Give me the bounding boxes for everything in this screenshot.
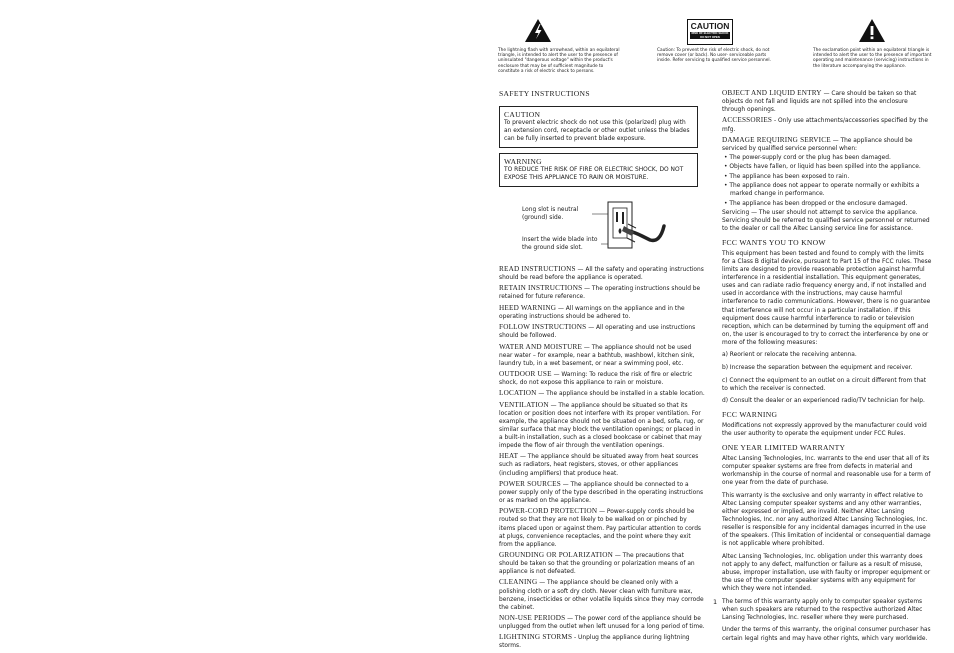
caution-box-title: CAUTION: [504, 110, 541, 119]
safety-item-label: FOLLOW INSTRUCTIONS: [499, 323, 587, 332]
damage-bullet: • The power-supply cord or the plug has been damaged.: [722, 154, 932, 162]
safety-item-text: - Unplug the appliance during lightning storms.: [499, 635, 690, 650]
damage-text: — The appliance should be serviced by qualified service personnel when:: [722, 137, 913, 152]
damage-bullet: • The appliance has been exposed to rain.: [722, 173, 932, 181]
safety-item-text: — The precautions that should be taken so that the grounding or polarization means of an appliance is not defeated.: [499, 552, 695, 576]
safety-item-label: RETAIN INSTRUCTIONS: [499, 284, 583, 293]
safety-item-label: WATER AND MOISTURE: [499, 342, 583, 351]
safety-item-label: READ INSTRUCTIONS: [499, 265, 576, 273]
safety-item: [499, 304, 705, 321]
lightning-symbol-description: The lightning flash with arrowhead, within an equilateral triangle, is intended to alert the user to the presence of uninsulated "dangerous voltage" within the product's enclosure that may be of sufficient magnitude to constitute a risk of electric shock to persons.: [498, 48, 620, 74]
safety-item-label: VENTILATION: [499, 400, 549, 409]
caution-box-text: To prevent electric shock do not use this (polarized) plug with an extension cord, receptacle or other outlet unless the blades can be fully inserted to prevent blade exposure.: [504, 120, 690, 143]
safety-item-text: — All warnings on the appliance and in the operating instructions should be adhered to.: [499, 305, 685, 320]
safety-item-label: CLEANING: [499, 578, 538, 587]
safety-item-text: — All operating and use instructions should be followed.: [499, 325, 696, 340]
safety-item: [499, 507, 705, 548]
safety-item: [499, 633, 705, 650]
fcc-measure-a: a) Reorient or relocate the receiving antenna.: [722, 352, 857, 359]
safety-item: [499, 370, 705, 387]
damage-bullet: • The appliance does not appear to operate normally or exhibits a marked change in performance.: [722, 182, 932, 198]
safety-item: [499, 452, 705, 477]
warning-box-title: WARNING: [504, 157, 542, 166]
plug-insert-label: Insert the wide blade into the ground side slot.: [522, 237, 598, 252]
fcc-warning-text: Modifications not expressly approved by the manufacturer could void the user authority to operate the equipment under FCC Rules.: [722, 422, 927, 438]
lightning-warning-icon: [524, 18, 552, 43]
fcc-measure-d: d) Consult the dealer or an experienced radio/TV technician for help.: [722, 398, 925, 405]
warranty-paragraph: Altec Lansing Technologies, Inc. obligation under this warranty does not apply to any defect, malfunction or failure as a result of misuse, abuse, improper installation, use with faulty or improper equipment or the use of the computer speaker systems with any equipment for which they were not intended.: [722, 553, 931, 593]
safety-item-text: — The appliance should be connected to a power supply only of the type described in the operating instructions or as marked on the appliance.: [499, 481, 704, 505]
fcc-text: This equipment has been tested and found to comply with the limits for a Class B digital device, pursuant to Part 15 of the FCC rules. These limits are designed to provide reasonable protection against harmful interference in a residential installation. This equipment generates, uses and can radiate radio frequency energy and, if not installed and used in accordance with the instructions, may cause harmful interference to radio communications. However, there is no guarantee that interference will not occur in a particular installation. If this equipment does cause harmful interference to radio or television reception, which can be determined by turning the equipment off and on, the user is encouraged to try to correct the interference by one or more of the following measures:: [722, 250, 932, 346]
warranty-title: ONE YEAR LIMITED WARRANTY: [722, 442, 846, 452]
polarized-plug-illustration: [592, 200, 670, 252]
fcc-title: FCC WANTS YOU TO KNOW: [722, 237, 826, 247]
warranty-paragraph: Under the terms of this warranty, the original consumer purchaser has certain legal rights and may have other rights, which vary worldwide.: [722, 627, 931, 642]
warranty-paragraph: Altec Lansing Technologies, Inc. warrants to the end user that all of its computer speaker systems are free from defects in material and workmanship in the course of normal and reasonable use for a term of one year from the date of purchase.: [722, 455, 931, 486]
safety-item: [499, 614, 705, 631]
safety-item: [499, 578, 705, 611]
safety-item-label: OUTDOOR USE: [499, 369, 552, 378]
safety-item-text: — The appliance should be situated so that its location or position does not interfere with its proper ventilation. For example, the appliance should not be situated on a bed, sofa, rug, or similar surface that may block the ventilation openings; or placed in a built-in installation, such as a closed bookcase or cabinet that may impede the flow of air through the ventilation openings.: [499, 402, 704, 450]
safety-item-text: — The appliance should be installed in a stable location.: [536, 391, 705, 398]
warranty-paragraph: This warranty is the exclusive and only warranty in effect relative to Altec Lansing computer speaker systems and any other warranties, either expressed or implied, are invalid. Neither Altec Lansing Technologies, Inc. nor any authorized Altec Lansing Technologies, Inc. reseller is responsible for any incidental damages incurred in the use of the speakers. (This limitation of incidental or consequential damage is not applicable where prohibited.: [722, 492, 931, 548]
safety-item-label: POWER SOURCES: [499, 479, 561, 488]
caution-description: Caution: To prevent the risk of electric shock, do not remove cover (or back). No user- serviceable parts inside. Refer servicing to qualified service personnel.: [657, 48, 771, 64]
safety-item-label: HEED WARNING: [499, 303, 557, 312]
safety-item-text: — All the safety and operating instructions should be read before the appliance is operated.: [499, 267, 704, 282]
warning-box-text: TO REDUCE THE RISK OF FIRE OR ELECTRIC SHOCK, DO NOT EXPOSE THIS APPLIANCE TO RAIN OR MOISTURE.: [504, 167, 684, 182]
damage-bullet: • Objects have fallen, or liquid has been spilled into the appliance.: [722, 163, 932, 171]
safety-item-label: LOCATION: [499, 389, 537, 398]
fcc-measure-c: c) Connect the equipment to an outlet on a circuit different from that to which the receiver is connected.: [722, 377, 927, 392]
accessories-text: - Only use attachments/accessories specified by the mfg.: [722, 118, 929, 133]
safety-item-label: POWER-CORD PROTECTION: [499, 507, 598, 516]
safety-item: [499, 480, 705, 505]
plug-neutral-label: Long slot is neutral (ground) side.: [522, 207, 579, 222]
right-column: [722, 89, 932, 647]
caution-label-subtitle: RISK OF ELECTRIC SHOCK DO NOT OPEN: [691, 31, 729, 39]
servicing-text: Servicing — The user should not attempt to service the appliance. Servicing should be referred to qualified service personnel or returned to the dealer or call the Altec Lansing service line for assistance.: [722, 210, 930, 233]
safety-item: [499, 323, 705, 340]
safety-item: [499, 284, 705, 301]
safety-item: [499, 265, 705, 282]
safety-item: [499, 343, 705, 368]
caution-box: [499, 106, 698, 148]
object-liquid-text: — Care should be taken so that objects do not fall and liquids are not spilled into the enclosure through openings.: [722, 91, 917, 114]
object-liquid-entry: [722, 89, 932, 114]
safety-item-text: — The operating instructions should be retained for future reference.: [499, 286, 701, 301]
fcc-measure-b: b) Increase the separation between the equipment and receiver.: [722, 365, 913, 372]
safety-item-label: NON-USE PERIODS: [499, 614, 566, 622]
exclamation-warning-icon: [858, 18, 886, 43]
safety-instructions-title: SAFETY INSTRUCTIONS: [499, 89, 590, 98]
safety-item-label: LIGHTNING STORMS: [499, 633, 573, 642]
object-liquid-label: OBJECT AND LIQUID ENTRY: [722, 89, 822, 97]
safety-item-text: — The appliance should not be used near water – for example, near a bathtub, washbowl, kitchen sink, laundry tub, in a wet basement, or near a swimming pool, etc.: [499, 344, 695, 367]
safety-item: [499, 551, 705, 576]
safety-item-label: GROUNDING OR POLARIZATION: [499, 550, 614, 559]
safety-item-text: — The appliance should be cleaned only with a polishing cloth or a soft dry cloth. Never clean with furniture wax, benzene, insecticides or other volatile liquids since they may corrode the cabinet.: [499, 580, 704, 611]
accessories-label: ACCESSORIES: [722, 116, 773, 125]
damage-label: DAMAGE REQUIRING SERVICE: [722, 135, 831, 144]
safety-item: [499, 389, 705, 398]
safety-items-list: [499, 265, 705, 653]
warning-box: [499, 153, 698, 187]
fcc-warning-title: FCC WARNING: [722, 409, 778, 419]
damage-bullet-list: [722, 154, 932, 208]
caution-label-title: CAUTION: [690, 21, 730, 31]
damage-bullet: • The appliance has been dropped or the enclosure damaged.: [722, 200, 932, 208]
page-number: 1: [713, 598, 718, 606]
exclamation-symbol-description: The exclamation point within an equilateral triangle is intended to alert the user to the presence of important operating and maintenance (servicing) instructions in the literature accompanying the appliance.: [813, 48, 932, 69]
safety-item-text: — Power-supply cords should be routed so that they are not likely to be walked on or pinched by items placed upon or against them. Pay particular attention to cords at plugs, convenience receptacles, and the point where they exit from the appliance.: [499, 509, 702, 548]
safety-item-text: — The appliance should be situated away from heat sources such as radiators, heat registers, stoves, or other appliances (including amplifiers) that produce heat.: [499, 454, 699, 477]
warranty-paragraph: The terms of this warranty apply only to computer speaker systems when such speakers are returned to the respective authorized Altec Lansing Technologies, Inc. reseller where they were purchased.: [722, 598, 923, 621]
accessories: [722, 116, 932, 133]
caution-label-graphic: [687, 19, 733, 45]
safety-item-text: — The power cord of the appliance should be unplugged from the outlet when left unused for a long period of time.: [499, 616, 705, 631]
safety-item-text: — Warning: To reduce the risk of fire or electric shock, do not expose this appliance to rain or moisture.: [499, 371, 693, 387]
damage-requiring-service: [722, 136, 932, 153]
safety-item: [499, 401, 705, 451]
safety-item-label: HEAT: [499, 452, 519, 461]
